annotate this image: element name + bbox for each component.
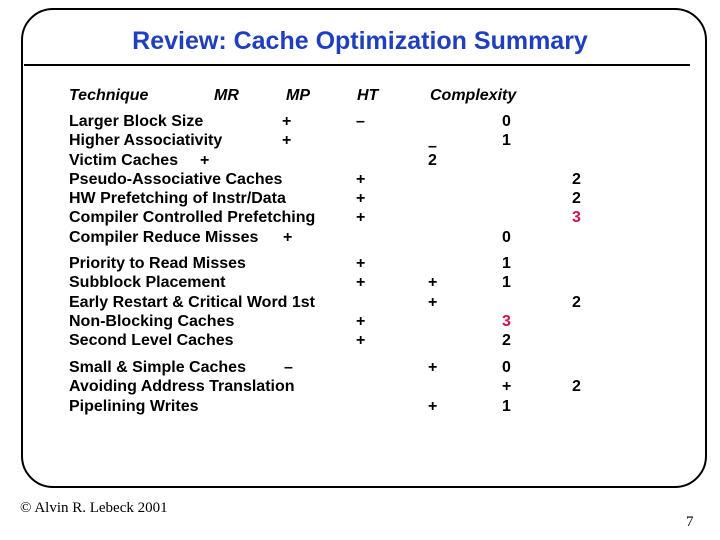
cell-complexity: 2 [572, 171, 581, 188]
technique-name: Early Restart & Critical Word 1st [69, 294, 316, 311]
technique-name: Compiler Controlled Prefetching [69, 209, 316, 226]
cell-ht: + [428, 359, 438, 376]
cell-mr: + [200, 152, 210, 169]
technique-name: Higher Associativity [69, 132, 223, 149]
header-technique: Technique [69, 87, 149, 104]
technique-name: Second Level Caches [69, 332, 234, 349]
page-number: 7 [686, 514, 694, 530]
header-complexity: Complexity [430, 87, 517, 104]
slide-title: Review: Cache Optimization Summary [132, 27, 588, 55]
header-ht: HT [357, 87, 379, 104]
cell-mp: + [356, 274, 366, 291]
cell-complexity: 2 [572, 378, 581, 395]
cell-ht: – [428, 138, 437, 155]
header-mp: MP [286, 87, 310, 104]
cell-complexity: 0 [502, 113, 511, 130]
cell-complexity: 1 [502, 398, 511, 415]
cell-complexity: 1 [502, 255, 511, 272]
cell-ht: + [428, 274, 438, 291]
cell-complexity: 2 [502, 332, 511, 349]
cell-mr: + [356, 190, 366, 207]
cell-mr: + [356, 171, 366, 188]
cell-complexity: 1 [502, 274, 511, 291]
technique-name: Avoiding Address Translation [69, 378, 295, 395]
cell-mr: + [356, 209, 366, 226]
cell-mp: – [356, 113, 365, 130]
copyright-footer: © Alvin R. Lebeck 2001 [20, 500, 168, 516]
cell-mr: + [282, 132, 292, 149]
cell-complexity: 3 [572, 209, 581, 226]
technique-name: Victim Caches [69, 152, 179, 169]
cell-complexity: 0 [502, 229, 511, 246]
cell-ht: + [428, 398, 438, 415]
technique-name: Larger Block Size [69, 113, 204, 130]
cell-complexity: 3 [502, 313, 511, 330]
header-mr: MR [214, 87, 239, 104]
cell-complexity: + [502, 378, 512, 395]
technique-name: HW Prefetching of Instr/Data [69, 190, 286, 207]
cell-mp: + [356, 313, 366, 330]
cell-mr: + [283, 229, 293, 246]
cell-mp: + [356, 332, 366, 349]
cell-complexity: 2 [572, 294, 581, 311]
cell-ht: + [428, 294, 438, 311]
cell-ht: 2 [428, 152, 437, 169]
cell-complexity: 0 [502, 359, 511, 376]
technique-name: Small & Simple Caches [69, 359, 246, 376]
cell-mr: – [284, 359, 293, 376]
cell-complexity: 2 [572, 190, 581, 207]
technique-name: Priority to Read Misses [69, 255, 246, 272]
title-divider [24, 64, 690, 66]
technique-name: Pipelining Writes [69, 398, 199, 415]
technique-name: Compiler Reduce Misses [69, 229, 259, 246]
technique-name: Pseudo-Associative Caches [69, 171, 283, 188]
cell-mr: + [282, 113, 292, 130]
cell-mp: + [356, 255, 366, 272]
cell-complexity: 1 [502, 132, 511, 149]
technique-name: Non-Blocking Caches [69, 313, 235, 330]
technique-name: Subblock Placement [69, 274, 226, 291]
